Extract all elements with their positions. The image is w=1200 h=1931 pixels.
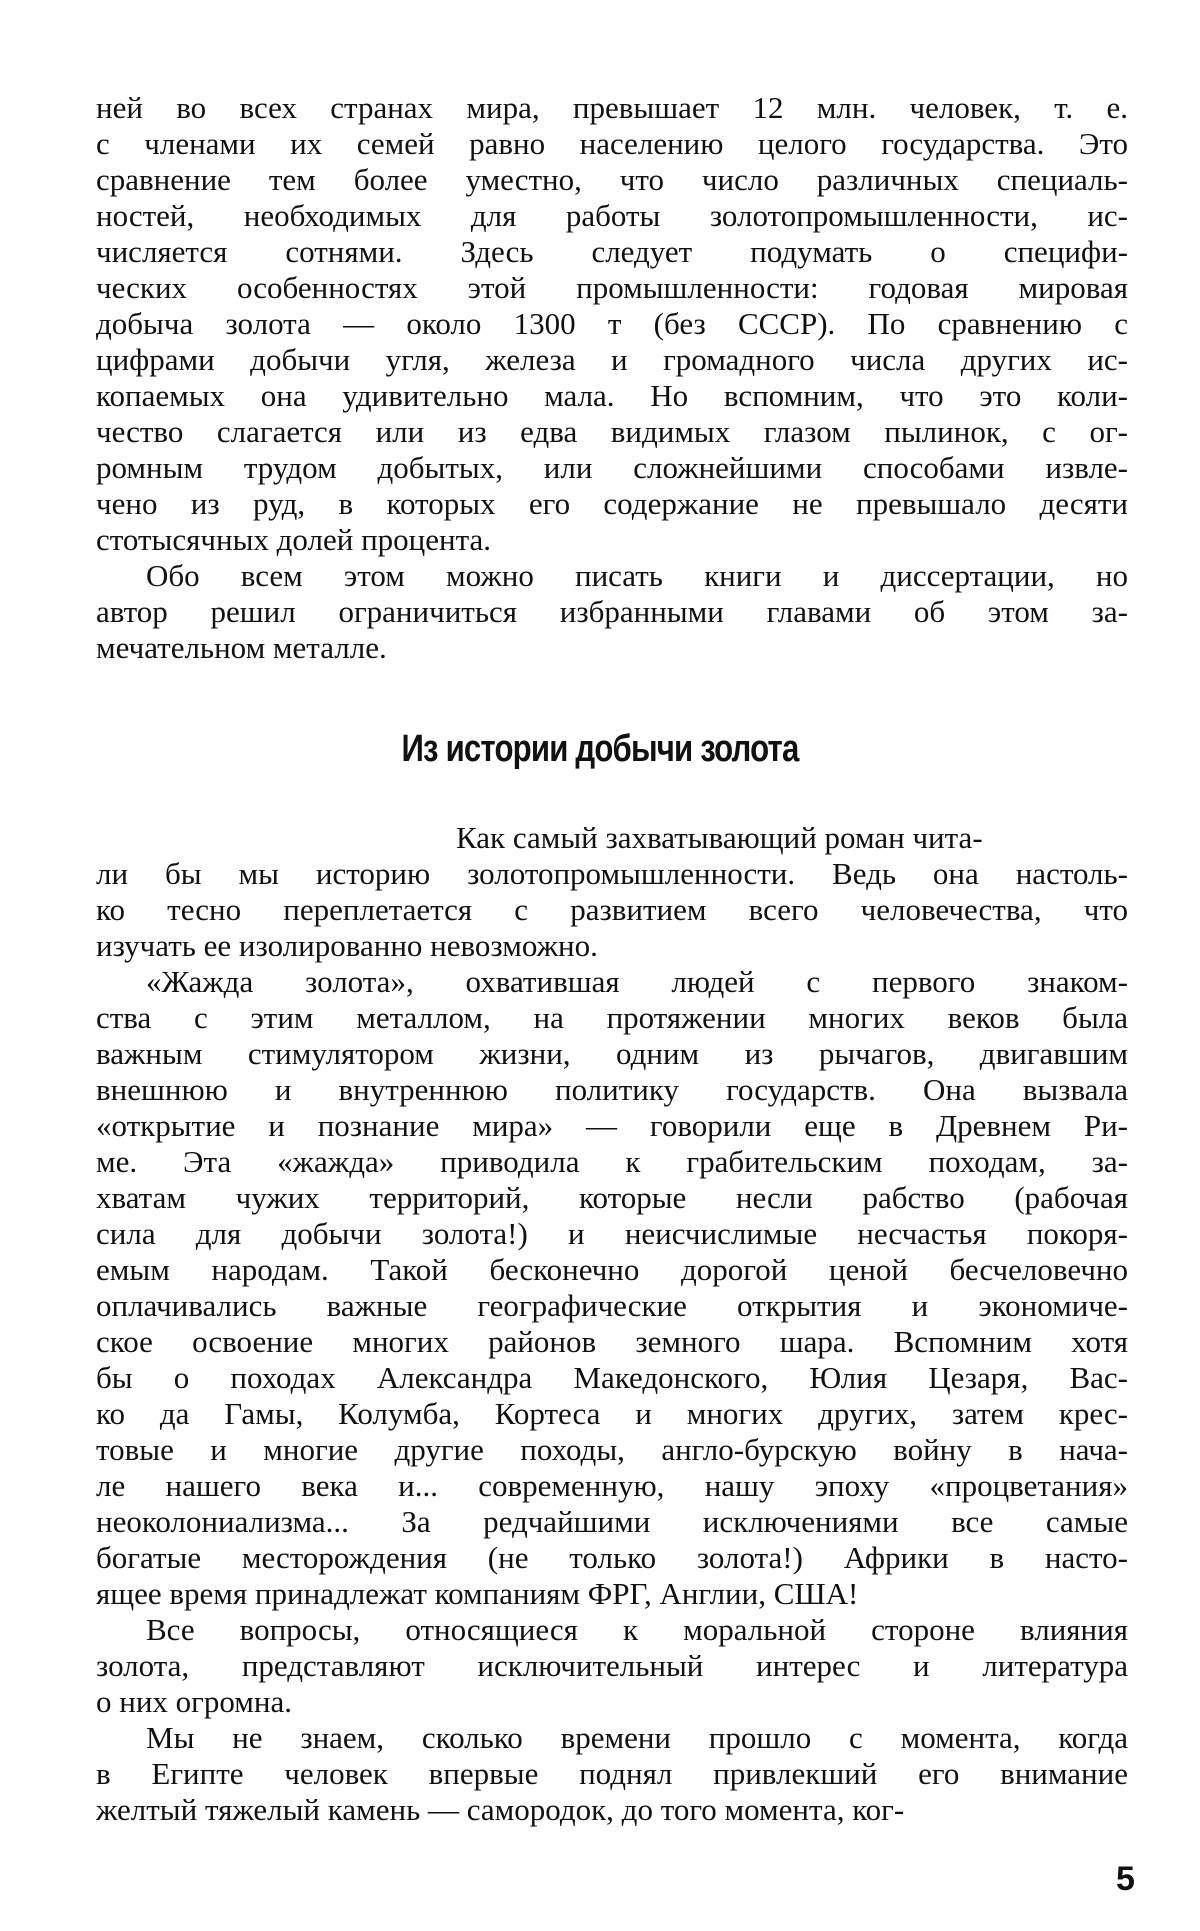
text-line: ко тесно переплетается с развитием всего человечества, что: [96, 892, 1128, 927]
text-line: Как самый захватывающий роман чита-: [456, 820, 983, 855]
text-line: чество слагается или из едва видимых глазом пылинок, с ог-: [96, 414, 1128, 449]
text-line: Обо всем этом можно писать книги и диссертации, но: [146, 558, 1128, 593]
text-line: хватам чужих территорий, которые несли рабство (рабочая: [96, 1180, 1128, 1215]
text-line: ское освоение многих районов земного шара. Вспомним хотя: [96, 1324, 1128, 1359]
text-line: Все вопросы, относящиеся к моральной стороне влияния: [146, 1612, 1128, 1647]
text-line: автор решил ограничиться избранными главами об этом за-: [96, 594, 1128, 629]
intro-text-block: [96, 90, 1128, 666]
text-line: ли бы мы историю золотопромышленности. Ведь она настоль-: [96, 856, 1128, 891]
text-line: ней во всех странах мира, превышает 12 млн. человек, т. е.: [96, 90, 1128, 125]
text-line: бы о походах Александра Македонского, Юлия Цезаря, Вас-: [96, 1360, 1128, 1395]
page-number: 5: [1116, 1860, 1135, 1898]
text-line: цифрами добычи угля, железа и громадного числа других ис-: [96, 342, 1128, 377]
text-line: оплачивались важные географические открытия и экономиче-: [96, 1288, 1128, 1323]
text-line: ле нашего века и... современную, нашу эпоху «процветания»: [96, 1468, 1128, 1503]
text-line: ностей, необходимых для работы золотопромышленности, ис-: [96, 198, 1128, 233]
text-line: желтый тяжелый камень — самородок, до того момента, ког-: [96, 1792, 905, 1827]
text-line: важным стимулятором жизни, одним из рычагов, двигавшим: [96, 1036, 1128, 1071]
text-line: ромным трудом добытых, или сложнейшими способами извле-: [96, 450, 1128, 485]
text-line: чено из руд, в которых его содержание не превышало десяти: [96, 486, 1128, 521]
text-line: ящее время принадлежат компаниям ФРГ, Англии, США!: [96, 1576, 859, 1611]
text-line: сравнение тем более уместно, что число различных специаль-: [96, 162, 1128, 197]
text-line: золота, представляют исключительный интерес и литература: [96, 1648, 1128, 1683]
text-line: емым народам. Такой бесконечно дорогой ценой бесчеловечно: [96, 1252, 1128, 1287]
text-line: числяется сотнями. Здесь следует подумать о специфи-: [96, 234, 1128, 269]
text-line: копаемых она удивительно мала. Но вспомним, что это коли-: [96, 378, 1128, 413]
text-line: ме. Эта «жажда» приводила к грабительским походам, за-: [96, 1144, 1128, 1179]
text-line: мечательном металле.: [96, 630, 387, 665]
text-line: товые и многие другие походы, англо-бурскую войну в нача-: [96, 1432, 1128, 1467]
text-line: внешнюю и внутреннюю политику государств. Она вызвала: [96, 1072, 1128, 1107]
section-heading: Из истории добычи золота: [401, 728, 799, 770]
text-line: ства с этим металлом, на протяжении многих веков была: [96, 1000, 1128, 1035]
text-line: о них огромна.: [96, 1684, 293, 1719]
text-line: изучать ее изолированно невозможно.: [96, 928, 598, 963]
text-line: Мы не знаем, сколько времени прошло с момента, когда: [146, 1720, 1128, 1755]
text-line: добыча золота — около 1300 т (без СССР). По сравнению с: [96, 306, 1128, 341]
text-line: «Жажда золота», охватившая людей с первого знаком-: [146, 964, 1128, 999]
text-line: неоколониализма... За редчайшими исключениями все самые: [96, 1504, 1128, 1539]
text-line: «открытие и познание мира» — говорили еще в Древнем Ри-: [96, 1108, 1128, 1143]
text-line: в Египте человек впервые поднял привлекший его внимание: [96, 1756, 1128, 1791]
text-line: сила для добычи золота!) и неисчислимые несчастья покоря-: [96, 1216, 1128, 1251]
text-line: ко да Гамы, Колумба, Кортеса и многих других, затем крес-: [96, 1396, 1128, 1431]
text-line: с членами их семей равно населению целого государства. Это: [96, 126, 1128, 161]
text-line: ческих особенностях этой промышленности: годовая мировая: [96, 270, 1128, 305]
text-line: стотысячных долей процента.: [96, 522, 492, 557]
text-line: богатые месторождения (не только золота!) Африки в насто-: [96, 1540, 1128, 1575]
section-text-block: [96, 820, 1128, 1828]
